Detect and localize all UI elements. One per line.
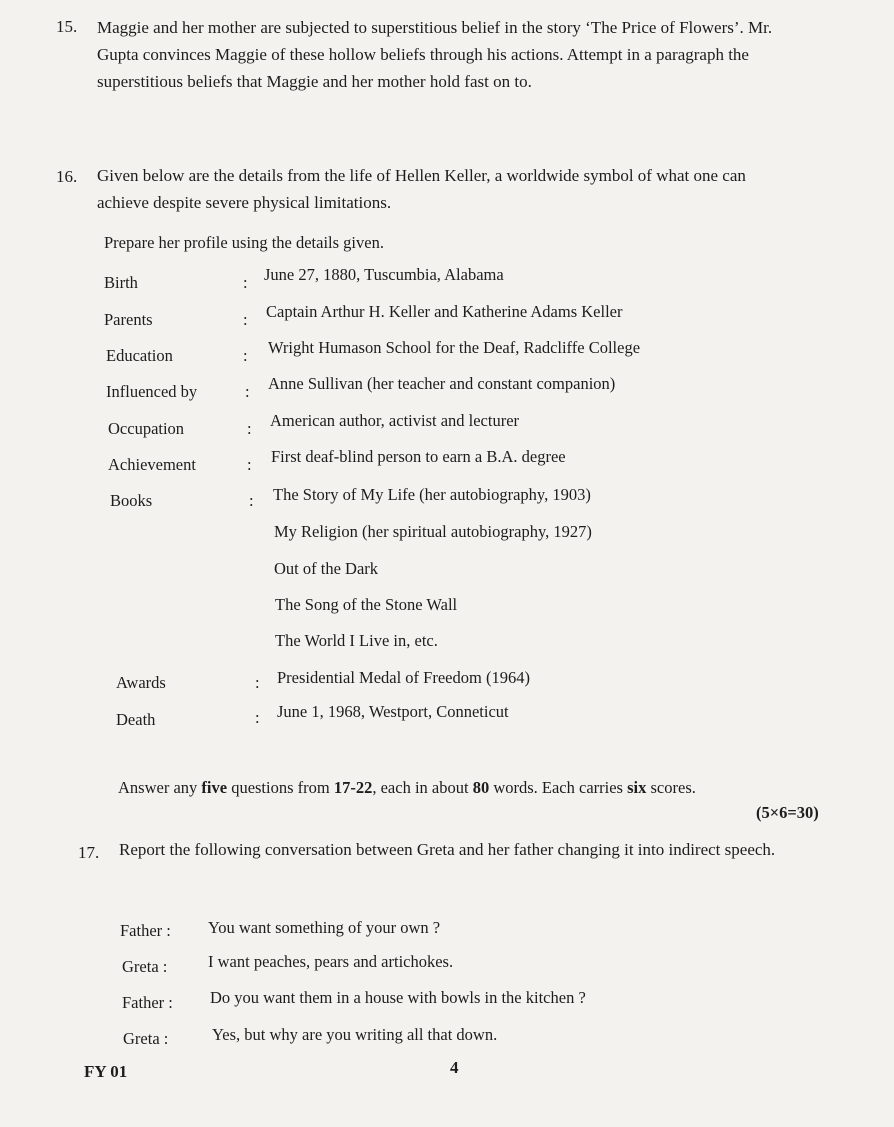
instruction-text: scores. [646,778,696,797]
question-number: 16. [56,167,78,186]
profile-value: American author, activist and lecturer [270,411,520,430]
profile-colon: : [243,273,248,292]
profile-colon: : [245,382,250,401]
profile-label: Death [116,710,156,729]
profile-label: Influenced by [106,382,198,401]
question-number: 17. [78,843,100,862]
profile-colon: : [243,346,248,365]
speaker: Father : [122,993,173,1012]
instruction-text: Answer any [118,778,202,797]
profile-value: Anne Sullivan (her teacher and constant companion) [268,374,616,393]
profile-value: June 27, 1880, Tuscumbia, Alabama [264,265,504,284]
book-item: The Song of the Stone Wall [275,595,458,614]
instruction: Prepare her profile using the details given. [104,233,384,252]
instruction-text: questions from [227,778,334,797]
profile-value: Wright Humason School for the Deaf, Radcliffe College [268,338,641,357]
instruction-text: , each in about [372,778,473,797]
profile-colon: : [247,419,252,438]
question-16 [0,150,894,740]
profile-label: Occupation [108,419,185,438]
profile-colon: : [243,310,248,329]
profile-value: June 1, 1968, Westport, Conneticut [277,702,509,721]
question-17 [0,826,894,1056]
instruction-bold: 80 [472,778,490,797]
speaker: Greta : [123,1029,169,1048]
book-item: My Religion (her spiritual autobiography, 1927) [274,522,592,541]
instruction-text: words. Each carries [489,778,628,797]
section-instruction [118,778,696,798]
instruction-bold: 17-22 [333,778,373,797]
book-item: The World I Live in, etc. [275,631,438,650]
dialogue-line: You want something of your own ? [208,918,441,937]
dialogue-line: I want peaches, pears and artichokes. [208,952,454,971]
profile-colon: : [249,491,254,510]
profile-value: Captain Arthur H. Keller and Katherine Adams Keller [266,302,623,321]
profile-colon: : [255,708,260,727]
dialogue-line: Do you want them in a house with bowls in the kitchen ? [210,988,586,1007]
question-number: 15. [56,17,78,36]
profile-value: Presidential Medal of Freedom (1964) [277,668,530,687]
book-item: Out of the Dark [274,559,379,578]
speaker: Father : [120,921,171,940]
marks-allocation: (5×6=30) [756,803,819,822]
profile-colon: : [247,455,252,474]
profile-label: Awards [116,673,166,692]
page-number: 4 [450,1058,459,1077]
dialogue-line: Yes, but why are you writing all that down. [212,1025,498,1044]
instruction-bold: six [627,778,647,797]
profile-colon: : [255,673,260,692]
question-text: Maggie and her mother are subjected to superstitious belief in the story ‘The Price of Flowers’. Mr. Gupta convinces Maggie of these hollow beliefs through his actions. Attempt in a paragraph the superstitious beliefs that Maggie and her mother hold fast on to. [97,18,773,91]
profile-label: Books [110,491,153,510]
profile-label: Parents [104,310,153,329]
profile-label: Birth [104,273,138,292]
instruction-bold: five [201,778,228,797]
paper-code: FY 01 [84,1062,128,1081]
question-15 [0,2,894,122]
profile-value: First deaf-blind person to earn a B.A. degree [271,447,566,466]
speaker: Greta : [122,957,168,976]
profile-label: Achievement [108,455,196,474]
question-text: Report the following conversation between Greta and her father changing it into indirect speech. [119,840,776,859]
profile-value: The Story of My Life (her autobiography, 1903) [273,485,591,504]
question-text: Given below are the details from the life of Hellen Keller, a worldwide symbol of what one can achieve despite severe physical limitations. [97,166,746,212]
profile-label: Education [106,346,173,365]
